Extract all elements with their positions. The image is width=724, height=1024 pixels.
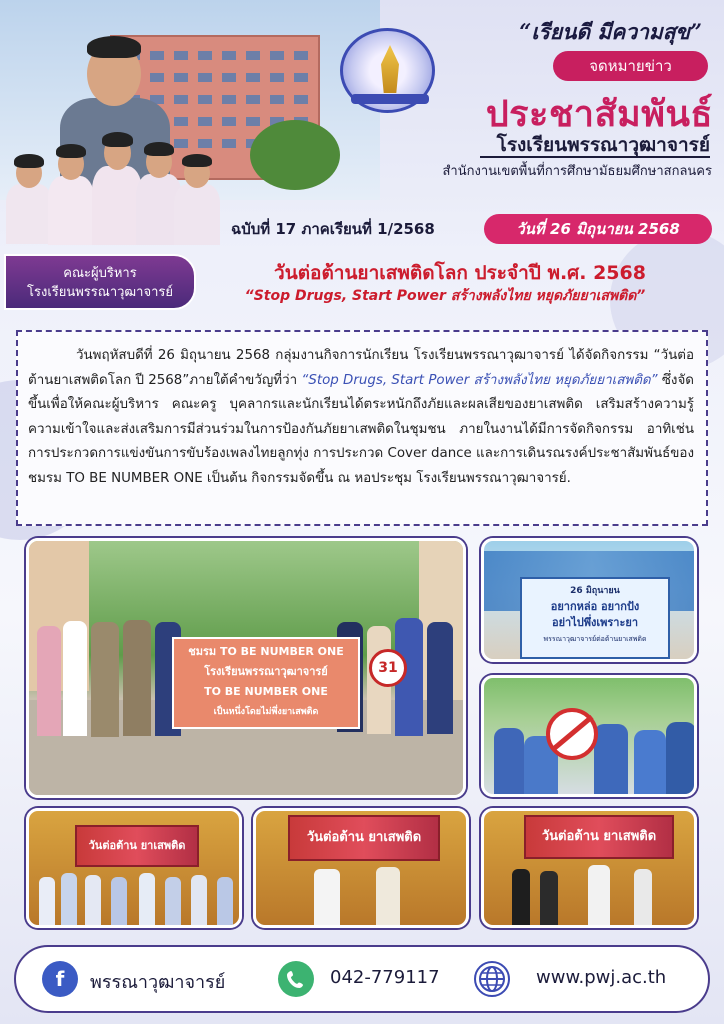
headline: วันต่อต้านยาเสพติดโลก ประจำปี พ.ศ. 2568 xyxy=(274,262,646,284)
staff-member xyxy=(46,140,96,245)
club-banner-line: TO BE NUMBER ONE xyxy=(204,685,328,698)
school-name: โรงเรียนพรรณาวุฒาจารย์ xyxy=(496,134,710,156)
club-banner-line: เป็นหนึ่งโดยไม่พึ่งยาเสพติด xyxy=(213,707,319,717)
staff-member xyxy=(172,150,222,245)
headline-slogan: “Stop Drugs, Start Power สร้างพลังไทย หยุดภัยยาเสพติด” xyxy=(244,288,646,304)
photo-campaign-march xyxy=(481,538,697,662)
campaign-sign: 31 xyxy=(369,649,407,687)
executives-tab xyxy=(4,254,196,310)
campaign-sign-line: พรรณาวุฒาจารย์ต่อต้านยาเสพติด xyxy=(543,635,647,643)
facebook-icon[interactable]: f xyxy=(42,961,78,997)
club-banner xyxy=(172,637,360,729)
stage-banner: วันต่อต้าน ยาเสพติด xyxy=(75,825,199,867)
issue-number: ฉบับที่ 17 ภาคเรียนที่ 1/2568 xyxy=(231,220,435,238)
campaign-sign-line: อยากหล่อ อยากปัง xyxy=(550,600,640,613)
campaign-sign-line: 26 มิถุนายน xyxy=(570,586,620,596)
header-photo xyxy=(0,0,380,245)
school-motto: “เรียนดี มีความสุข” xyxy=(519,19,702,44)
page-title: ประชาสัมพันธ์ xyxy=(485,94,713,135)
education-office: สำนักงานเขตพื้นที่การศึกษามัธยมศึกษาสกลนคร xyxy=(442,164,712,179)
campaign-sign-line: อย่าไปพึ่งเพราะยา xyxy=(552,616,638,629)
club-banner-line: โรงเรียนพรรณาวุฒาจารย์ xyxy=(204,665,328,678)
photo-cover-dance xyxy=(26,808,242,928)
executives-tab-line1: คณะผู้บริหาร xyxy=(63,266,137,281)
issue-date: วันที่ 26 มิถุนายน 2568 xyxy=(484,214,712,244)
stage-banner: วันต่อต้าน ยาเสพติด xyxy=(288,815,440,861)
photo-stage-performance xyxy=(481,808,697,928)
facebook-page-link[interactable]: พรรณาวุฒาจารย์ xyxy=(90,972,226,993)
campaign-sign xyxy=(520,577,670,659)
article-body xyxy=(16,330,708,526)
globe-icon[interactable] xyxy=(474,961,510,997)
executives-tab-line2: โรงเรียนพรรณาวุฒาจารย์ xyxy=(27,285,173,300)
website-link[interactable]: www.pwj.ac.th xyxy=(536,967,667,988)
article-text: วันพฤหัสบดีที่ 26 มิถุนายน 2568 กลุ่มงานกิจการนักเรียน โรงเรียนพรรณาวุฒาจารย์ ได้จัดกิจกรรม “วันต่อต้านยาเสพติดโลก ปี 2568”ภายใต้คำขวัญที่ว่า xyxy=(28,348,694,388)
photo-singing-contest xyxy=(253,808,469,928)
phone-number[interactable]: 042-779117 xyxy=(330,967,440,988)
photo-students-posters xyxy=(481,675,697,797)
stage-banner: วันต่อต้าน ยาเสพติด xyxy=(524,815,674,859)
divider xyxy=(480,156,710,158)
club-banner-line: ชมรม TO BE NUMBER ONE xyxy=(188,645,344,658)
footer-contact-bar xyxy=(14,945,710,1013)
phone-icon[interactable] xyxy=(278,961,314,997)
school-emblem-logo xyxy=(340,28,435,113)
tree xyxy=(250,120,340,190)
article-slogan: “Stop Drugs, Start Power สร้างพลังไทย หยุดภัยยาเสพติด” xyxy=(301,372,658,388)
article-text: ซึ่งจัดขึ้นเพื่อให้คณะผู้บริหาร คณะครู บุคลากรและนักเรียนได้ตระหนักถึงภัยและผลเสียของยาเสพติด เสริมสร้างความรู้ความเข้าใจและส่งเสริมการมีส่วนร่วมในการป้องกันภัยยาเสพติดในชุมชน ภายในงานได้มีการจัดกิจกรรม อาทิเช่น การประกวดการแข่งขันการขับร้องเพลงไทยลูกทุ่ง การประกวด Cover dance และการเดินรณรงค์ประชาสัมพันธ์ของชมรม TO BE NUMBER ONE เป็นต้น กิจกรรมจัดขึ้น ณ หอประชุม โรงเรียนพรรณาวุฒาจารย์. xyxy=(28,372,694,486)
photo-group-banner xyxy=(26,538,466,798)
newsletter-label: จดหมายข่าว xyxy=(553,51,708,81)
